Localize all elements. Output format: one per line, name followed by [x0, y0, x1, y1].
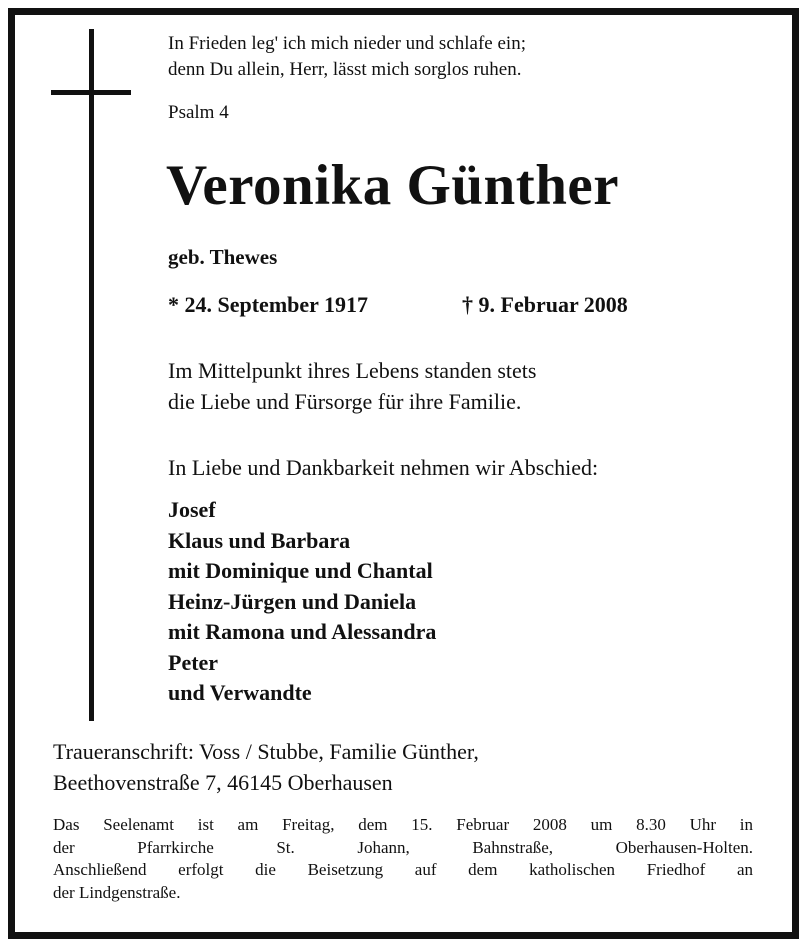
service-info: [53, 814, 753, 904]
mourners-list: [168, 495, 436, 709]
mourner-entry: mit Ramona und Alessandra: [168, 619, 437, 644]
service-line: Anschließend erfolgt die Beisetzung auf dem katholischen Friedhof an: [53, 860, 753, 879]
birth-name: geb. Thewes: [168, 245, 278, 269]
cross-icon-bar: [51, 90, 131, 95]
mourner-entry: Heinz-Jürgen und Daniela: [168, 588, 417, 614]
obituary-notice: [8, 8, 799, 939]
farewell-text: In Liebe und Dankbarkeit nehmen wir Abschied:: [168, 455, 599, 480]
tribute-text: [168, 355, 536, 417]
psalm-line: denn Du allein, Herr, lässt mich sorglos ruhen.: [168, 59, 522, 80]
mourner-entry: und Verwandte: [168, 680, 312, 705]
service-line: der Pfarrkirche St. Johann, Bahnstraße, Oberhausen-Holten.: [53, 837, 753, 857]
psalm-line: In Frieden leg' ich mich nieder und schlafe ein;: [168, 33, 526, 54]
psalm-reference: Psalm 4: [168, 102, 229, 123]
tribute-line: die Liebe und Fürsorge für ihre Familie.: [168, 389, 522, 414]
mourner-entry: mit Dominique und Chantal: [168, 558, 433, 583]
mourner-entry: Peter: [168, 649, 219, 675]
deceased-name: Veronika Günther: [166, 154, 620, 217]
death-date: † 9. Februar 2008: [462, 292, 628, 317]
address-line: Beethovenstraße 7, 46145 Oberhausen: [53, 770, 393, 795]
mourner-entry: Klaus und Barbara: [168, 527, 351, 553]
cross-icon: [89, 29, 94, 721]
birth-date: * 24. September 1917: [168, 292, 369, 317]
tribute-line: Im Mittelpunkt ihres Lebens standen stets: [168, 358, 537, 383]
service-line: der Lindgenstraße.: [53, 882, 181, 902]
address-line: Traueranschrift: Voss / Stubbe, Familie Günther,: [53, 739, 479, 764]
service-line: Das Seelenamt ist am Freitag, dem 15. Februar 2008 um 8.30 Uhr in: [53, 815, 753, 834]
mourning-address: [53, 736, 479, 798]
psalm-quote: [168, 31, 526, 83]
mourner-entry: Josef: [168, 497, 216, 522]
